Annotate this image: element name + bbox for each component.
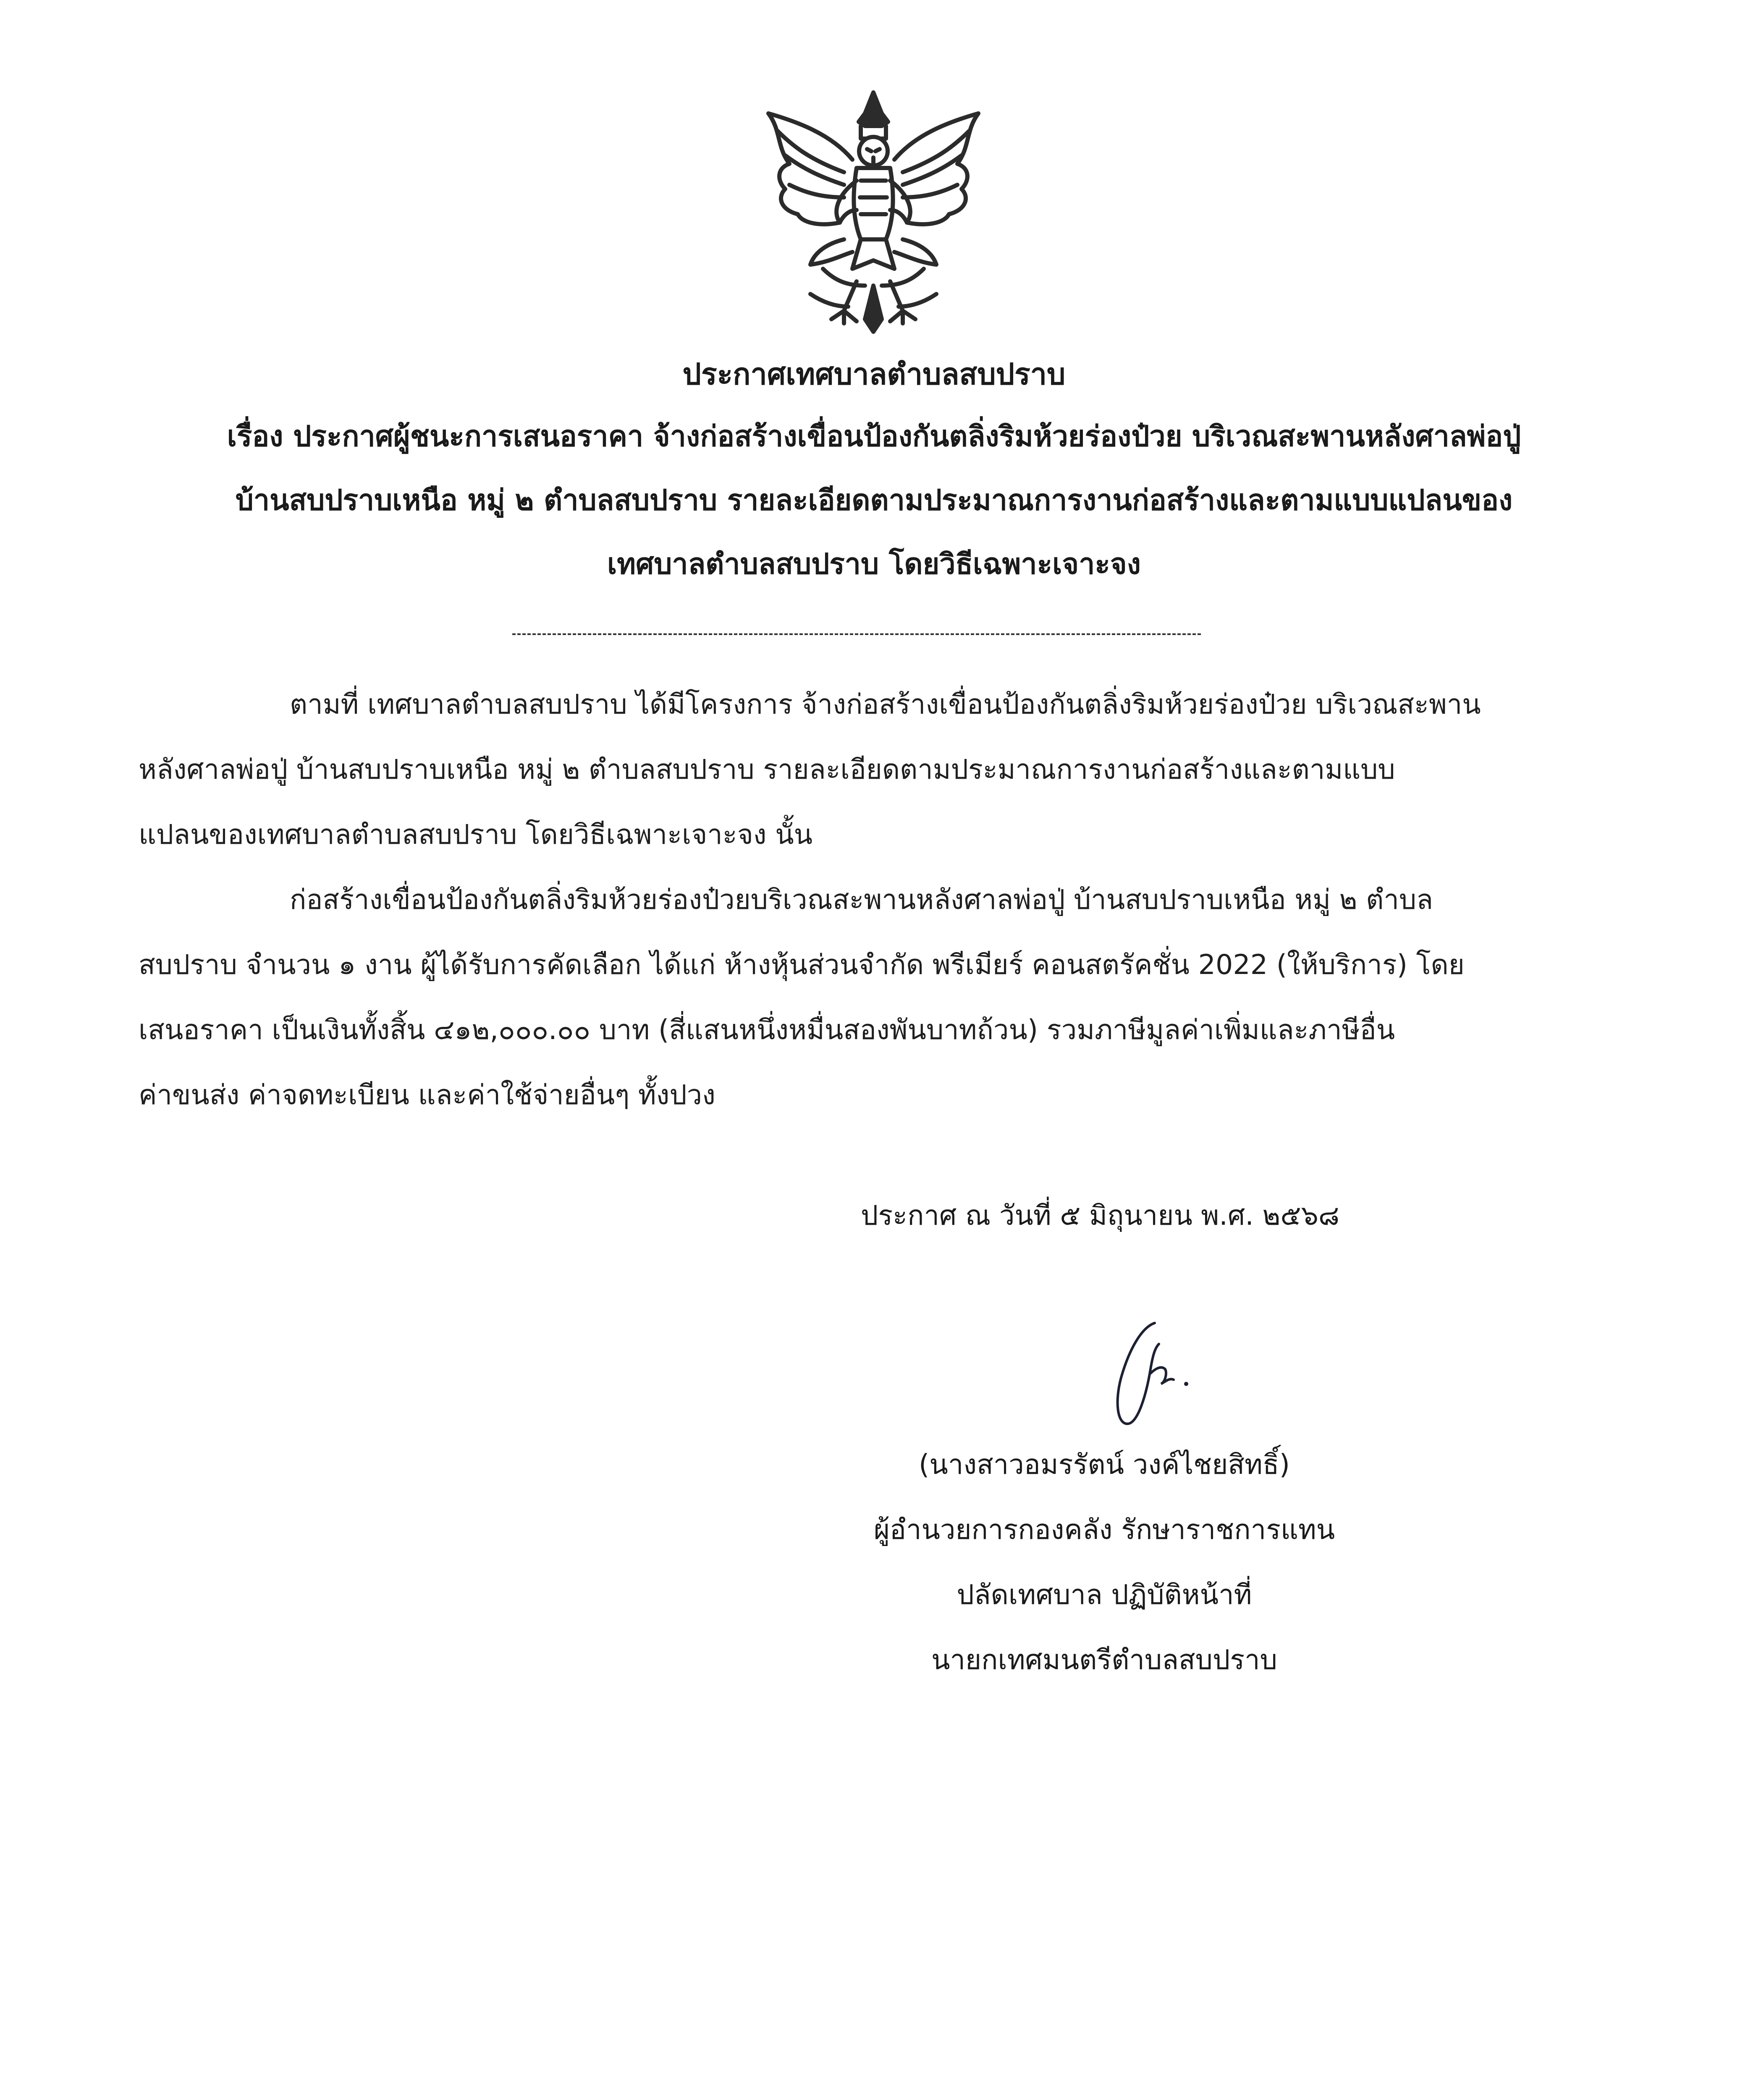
paragraph1-line-3: แปลนของเทศบาลตำบลสบปราบ โดยวิธีเฉพาะเจาะจง นั้น: [139, 819, 813, 850]
subject-line-2: บ้านสบปราบเหนือ หมู่ ๒ ตำบลสบปราบ รายละเอียดตามประมาณการงานก่อสร้างและตามแบบแปลนของ: [235, 484, 1513, 517]
paragraph2-line-2: สบปราบ จำนวน ๑ งาน ผู้ได้รับการคัดเลือก ได้แก่ ห้างหุ้นส่วนจำกัด พรีเมียร์ คอนสตรัคชั่น 2022 (ให้บริการ) โดย: [139, 949, 1465, 981]
paragraph2-line-3: เสนอราคา เป็นเงินทั้งสิ้น ๔๑๒,๐๐๐.๐๐ บาท (สี่แสนหนึ่งหมื่นสองพันบาทถ้วน) รวมภาษีมูลค่าเพิ่มและภาษีอื่น: [139, 1014, 1395, 1046]
paragraph2-line-1: ก่อสร้างเขื่อนป้องกันตลิ่งริมห้วยร่องป๋วยบริเวณสะพานหลังศาลพ่อปู่ บ้านสบปราบเหนือ หมู่ ๒ ตำบล: [290, 884, 1433, 916]
signer-name: (นางสาวอมรรัตน์ วงค์ไชยสิทธิ์): [919, 1449, 1290, 1480]
handwritten-signature: [1092, 1310, 1201, 1445]
paragraph1-line-2: หลังศาลพ่อปู่ บ้านสบปราบเหนือ หมู่ ๒ ตำบลสบปราบ รายละเอียดตามประมาณการงานก่อสร้างและตามแบบ: [139, 754, 1395, 785]
announcement-date: ประกาศ ณ วันที่ ๕ มิถุนายน พ.ศ. ๒๕๖๘: [861, 1200, 1339, 1231]
subject-line-1: เรื่อง ประกาศผู้ชนะการเสนอราคา จ้างก่อสร้างเขื่อนป้องกันตลิ่งริมห้วยร่องป๋วย บริเวณสะพานหลังศาลพ่อปู่: [227, 420, 1521, 453]
subject-line-3: เทศบาลตำบลสบปราบ โดยวิธีเฉพาะเจาะจง: [607, 548, 1141, 581]
divider-line: [512, 633, 1201, 635]
paragraph1-line-1: ตามที่ เทศบาลตำบลสบปราบ ได้มีโครงการ จ้างก่อสร้างเขื่อนป้องกันตลิ่งริมห้วยร่องป๋วย บริเวณสะพาน: [290, 689, 1481, 720]
garuda-emblem-icon: [739, 84, 1008, 340]
document-title: ประกาศเทศบาลตำบลสบปราบ: [682, 357, 1066, 391]
paragraph2-line-4: ค่าขนส่ง ค่าจดทะเบียน และค่าใช้จ่ายอื่นๆ ทั้งปวง: [139, 1079, 715, 1111]
signer-position-2: ปลัดเทศบาล ปฏิบัติหน้าที่: [957, 1579, 1252, 1611]
signer-position-1: ผู้อำนวยการกองคลัง รักษาราชการแทน: [873, 1514, 1335, 1546]
signer-position-3: นายกเทศมนตรีตำบลสบปราบ: [931, 1644, 1277, 1676]
